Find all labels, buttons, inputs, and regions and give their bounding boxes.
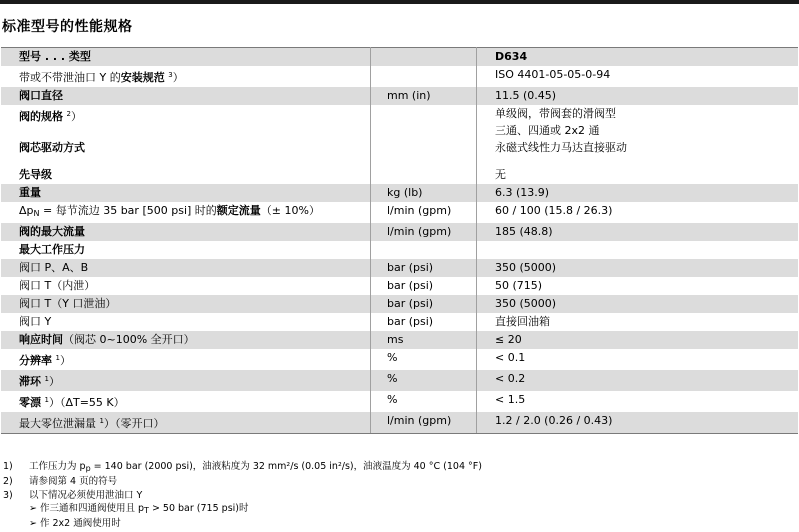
row-value: 直接回油箱 [495,315,550,328]
row-unit [371,105,477,139]
table-row-null-leakage [1,412,798,434]
row-label: 先导级 [1,166,371,184]
footnote-1: 1) 工作压力为 $p_p = 140$ bar (2000 psi)，油液粘度为 32 mm²/s (0.05 in²/s)，油液温度为 40 °C (104 °F) [3,461,482,473]
row-unit [371,166,477,184]
table-row-pilot-stage [1,166,798,184]
row-unit [371,48,477,67]
row-value: < 0.1 [495,351,526,364]
row-value: < 0.2 [477,370,799,391]
row-label: 阀口 T（Y 口泄油） [1,295,371,313]
row-label: 分辨率 $^1$） [1,349,371,370]
table-row-port-y [1,313,798,331]
footnote-3-item-2: ➢ 作 2x2 通阀使用时 [29,518,121,530]
table-row-mounting [1,66,798,87]
row-label: $\Delta p_N$ = 每节流边 35 bar [500 psi] 时的额定流量（± 10%） [1,202,371,223]
row-label: 最大零位泄漏量 $^1$）（零开口） [1,412,371,434]
row-unit: bar (psi) [371,259,477,277]
row-label: 阀口 T（内泄） [1,277,371,295]
row-label: 阀的最大流量 [1,223,371,241]
row-value: 50 (715) [495,279,543,292]
row-unit [371,66,477,87]
table-row-resolution [1,349,798,370]
table-row-max-flow [1,223,798,241]
row-label: 阀口 P、A、B [1,259,371,277]
footnote-2: 2) 请参阅第 4 页的符号 [3,476,118,488]
table-row-model [1,48,798,67]
footnote-3: 3) 以下情况必须使用泄油口 Y [3,489,143,501]
footnote-3-item-1: ➢ 作三通和四通阀使用且 $p_T > 50$ bar (715 psi)时 [29,502,249,515]
row-value: 185 (48.8) [477,223,799,241]
table-row-valve-spec [1,105,798,139]
table-row-rated-flow [1,202,798,223]
row-value: ≤ 20 [477,331,799,349]
row-unit: bar (psi) [371,313,477,331]
row-unit: kg (lb) [371,184,477,202]
row-unit: l/min (gpm) [371,223,477,241]
row-label: 型号 . . . 类型 [1,48,371,67]
row-value: 永磁式线性力马达直接驱动 [495,141,627,154]
row-unit: % [371,349,477,370]
row-label: 零漂 $^1$）（ΔT=55 K） [1,391,371,412]
top-rule [0,0,799,4]
row-unit: % [371,370,477,391]
table-row-spool-drive [1,139,798,166]
table-row-port-t-internal [1,277,798,295]
row-label: 最大工作压力 [1,241,371,259]
row-label: 重量 [1,184,371,202]
row-unit: bar (psi) [371,277,477,295]
row-unit: l/min (gpm) [371,412,477,434]
footnotes [3,460,482,530]
row-value: D634 [477,48,799,67]
row-value: 6.3 (13.9) [477,184,799,202]
table-row-response-time [1,331,798,349]
table-row-null-shift [1,391,798,412]
row-label: 阀芯驱动方式 [1,139,371,166]
table-row-port-diameter [1,87,798,105]
row-value [477,241,799,259]
row-value: ISO 4401-05-05-0-94 [495,68,611,81]
table-row-port-t-y [1,295,798,313]
row-unit: bar (psi) [371,295,477,313]
row-unit: l/min (gpm) [371,202,477,223]
row-label: 阀口 Y [1,313,371,331]
row-value: < 1.5 [495,393,526,406]
spec-table [1,47,798,434]
row-value: 无 [495,168,506,181]
row-value: 11.5 (0.45) [477,87,799,105]
table-row-port-pab [1,259,798,277]
row-label: 响应时间（阀芯 0~100% 全开口） [1,331,371,349]
row-unit: ms [371,331,477,349]
row-unit: % [371,391,477,412]
table-row-max-pressure [1,241,798,259]
row-value: 1.2 / 2.0 (0.26 / 0.43) [477,412,799,434]
table-row-hysteresis [1,370,798,391]
row-value: 350 (5000) [477,295,799,313]
page-title: 标准型号的性能规格 [2,19,133,35]
row-label: 带或不带泄油口 Y 的安装规范 $^3$） [1,66,371,87]
row-value: 60 / 100 (15.8 / 26.3) [495,204,613,217]
row-unit [371,139,477,166]
row-label: 阀的规格 $^2$） [1,105,371,139]
row-value: 单级阀，带阀套的滑阀型 三通、四通或 2x2 通 [495,107,616,137]
row-label: 阀口直径 [1,87,371,105]
table-row-weight [1,184,798,202]
row-unit: mm (in) [371,87,477,105]
row-value: 350 (5000) [477,259,799,277]
row-unit [371,241,477,259]
row-label: 滞环 $^1$） [1,370,371,391]
